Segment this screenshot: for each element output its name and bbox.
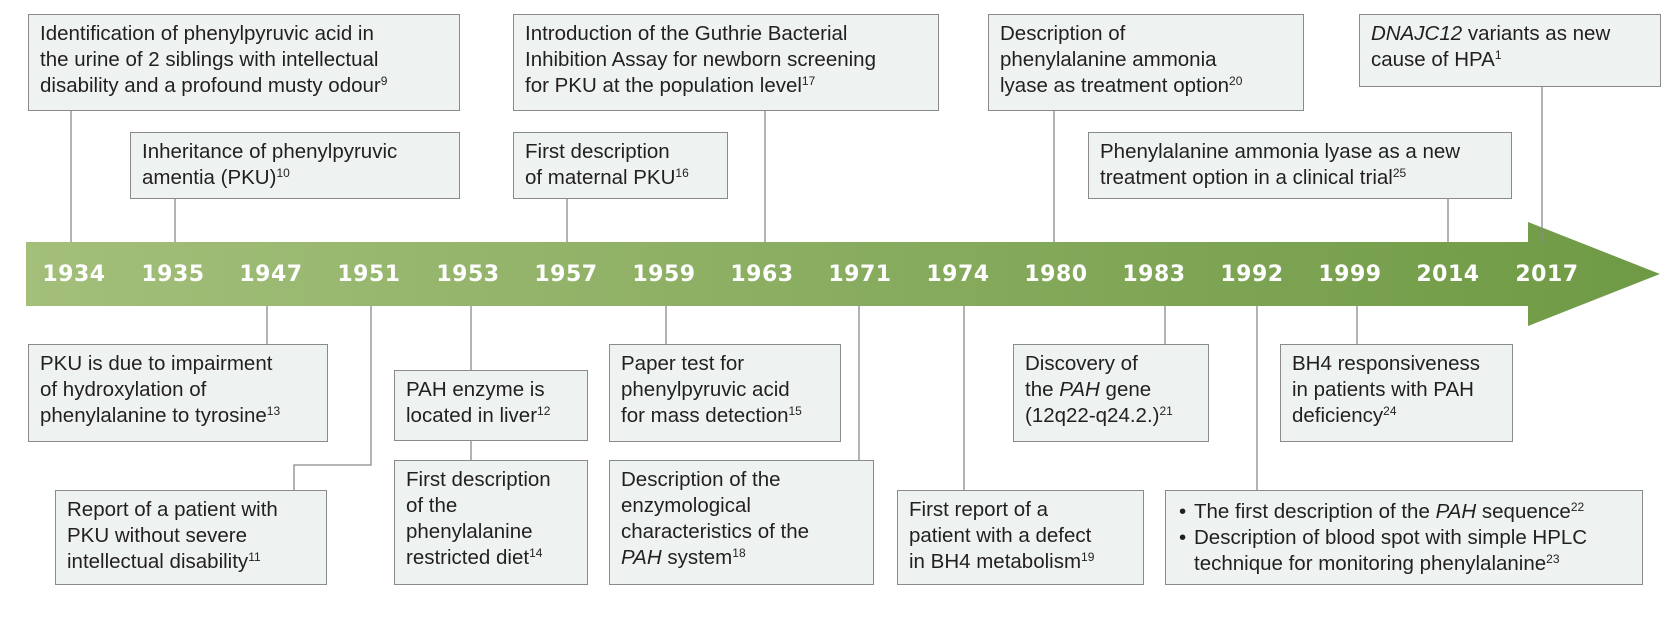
event-text: of hydroxylation of: [40, 378, 207, 401]
event-text: treatment option in a clinical trial$^{25}$: [1100, 166, 1407, 189]
year-1934: 1934: [42, 262, 106, 287]
gene-name: PAH: [1059, 378, 1100, 401]
event-text: PAH system$^{18}$: [621, 546, 746, 569]
reference-number: 19: [1081, 550, 1095, 564]
event-1980-box: [988, 14, 1304, 111]
event-2014-box: [1088, 132, 1512, 199]
event-text: PKU without severe: [67, 524, 248, 547]
reference-number: 20: [1229, 74, 1243, 88]
reference-number: 22: [1570, 500, 1585, 514]
event-text: Phenylalanine ammonia lyase as a new: [1100, 140, 1461, 163]
event-bullet-item: • The first description of the PAH sequence$^{22}$: [1177, 499, 1631, 525]
event-text: phenylalanine ammonia: [1000, 48, 1217, 71]
event-bullet-item: • Description of blood spot with simple HPLC technique for monitoring phenylalanine$^{23}$: [1177, 525, 1631, 577]
event-text: characteristics of the: [621, 520, 809, 543]
event-text: Inheritance of phenylpyruvic: [142, 140, 398, 163]
event-1953-liver-box: [394, 370, 588, 441]
event-text: the PAH gene: [1025, 378, 1152, 401]
reference-number: 15: [788, 404, 802, 418]
reference-number: 23: [1546, 552, 1560, 566]
gene-name: PAH: [1435, 500, 1477, 523]
event-text: Identification of phenylpyruvic acid in: [40, 22, 374, 45]
reference-number: 25: [1392, 166, 1407, 180]
event-text: disability and a profound musty odour$^9$: [40, 74, 388, 97]
event-text: of maternal PKU$^{16}$: [525, 166, 689, 189]
year-1935: 1935: [141, 262, 205, 287]
event-1957-box: [513, 132, 728, 199]
event-text: located in liver$^{12}$: [406, 404, 551, 427]
event-1951-box: [55, 490, 327, 585]
event-text: the urine of 2 siblings with intellectual: [40, 48, 379, 71]
event-text: First report of a: [909, 498, 1048, 521]
year-1971: 1971: [828, 262, 892, 287]
event-text: $(12q22-q24.2.)^{21}$: [1025, 404, 1173, 427]
event-text: intellectual disability$^{11}$: [67, 550, 261, 573]
event-text: deficiency$^{24}$: [1292, 404, 1397, 427]
event-text: restricted diet$^{14}$: [406, 546, 543, 569]
year-1951: 1951: [337, 262, 401, 287]
event-text: BH4 responsiveness: [1292, 352, 1481, 375]
year-1992: 1992: [1220, 262, 1284, 287]
event-1992-box: [1165, 490, 1643, 585]
year-1963: 1963: [730, 262, 794, 287]
year-2014: 2014: [1416, 262, 1480, 287]
event-text: PAH enzyme is: [406, 378, 545, 401]
year-1980: 1980: [1024, 262, 1088, 287]
event-text: patient with a defect: [909, 524, 1092, 547]
event-text: First description: [406, 468, 551, 491]
event-text: phenylalanine to tyrosine$^{13}$: [40, 404, 281, 427]
event-1935-box: [130, 132, 460, 199]
event-1959-box: [609, 344, 841, 442]
year-1974: 1974: [926, 262, 990, 287]
event-text: Report of a patient with: [67, 498, 278, 521]
year-1953: 1953: [436, 262, 500, 287]
reference-number: 17: [801, 74, 816, 88]
event-text: for mass detection$^{15}$: [621, 404, 802, 427]
event-text: enzymological: [621, 494, 751, 517]
event-text: PKU is due to impairment: [40, 352, 273, 375]
event-text: First description: [525, 140, 670, 163]
reference-number: 9: [380, 74, 388, 88]
event-text: lyase as treatment option$^{20}$: [1000, 74, 1243, 97]
event-1963-box: [513, 14, 939, 111]
reference-number: 18: [732, 546, 746, 560]
event-1971-box: [609, 460, 874, 585]
year-1957: 1957: [534, 262, 598, 287]
event-1953-diet-box: [394, 460, 588, 585]
gene-name: PAH: [621, 546, 662, 569]
event-text: amentia (PKU)$^{10}$: [142, 166, 290, 189]
event-text: Discovery of: [1025, 352, 1138, 375]
reference-number: 16: [675, 166, 689, 180]
event-text: in patients with PAH: [1292, 378, 1474, 401]
event-text: Introduction of the Guthrie Bacterial: [525, 22, 848, 45]
reference-number: 1: [1494, 48, 1502, 62]
event-1947-box: [28, 344, 328, 442]
event-text: phenylalanine: [406, 520, 533, 543]
event-text: Description of the: [621, 468, 781, 491]
year-1999: 1999: [1318, 262, 1382, 287]
year-1947: 1947: [239, 262, 303, 287]
event-text: Description of: [1000, 22, 1126, 45]
year-1959: 1959: [632, 262, 696, 287]
event-1934-box: [28, 14, 460, 111]
reference-number: 21: [1159, 404, 1173, 418]
reference-number: 14: [529, 546, 543, 560]
reference-number: 24: [1383, 404, 1397, 418]
event-text: in BH4 metabolism$^{19}$: [909, 550, 1095, 573]
year-2017: 2017: [1515, 262, 1579, 287]
event-text: Paper test for: [621, 352, 745, 375]
event-text: phenylpyruvic acid: [621, 378, 790, 401]
event-text: DNAJC12 variants as new: [1371, 22, 1611, 45]
event-text: cause of HPA$^1$: [1371, 48, 1502, 71]
event-bullet-list: [1177, 499, 1631, 577]
reference-number: 13: [266, 404, 281, 418]
reference-number: 12: [537, 404, 551, 418]
reference-number: 11: [248, 550, 261, 564]
event-text: of the: [406, 494, 458, 517]
event-1999-box: [1280, 344, 1513, 442]
gene-name: DNAJC12: [1371, 22, 1463, 45]
year-1983: 1983: [1122, 262, 1186, 287]
event-1974-box: [897, 490, 1144, 585]
event-text: Inhibition Assay for newborn screening: [525, 48, 876, 71]
reference-number: 10: [276, 166, 290, 180]
event-1983-box: [1013, 344, 1209, 442]
event-2017-box: [1359, 14, 1661, 87]
event-text: for PKU at the population level$^{17}$: [525, 74, 816, 97]
